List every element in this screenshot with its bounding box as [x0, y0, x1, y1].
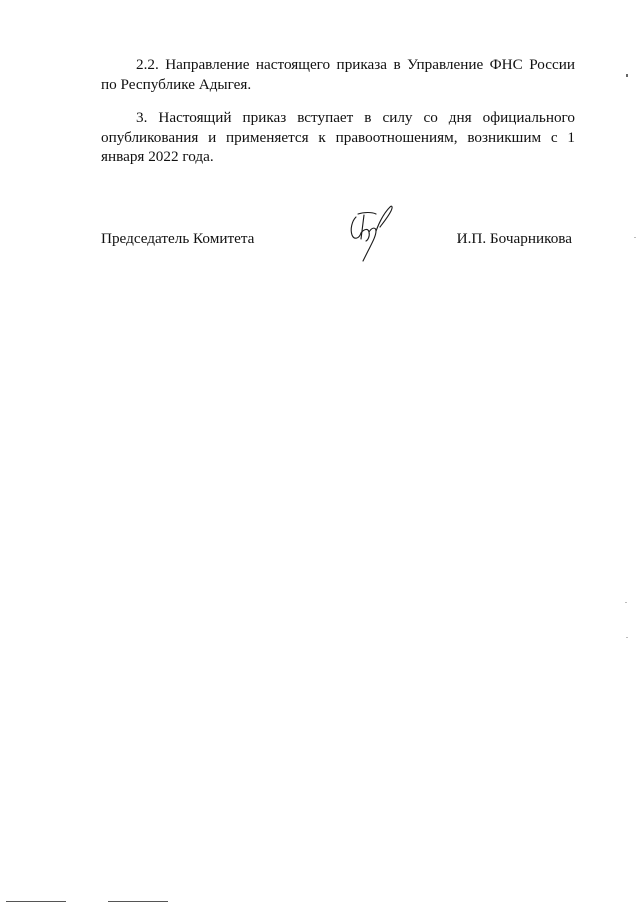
- footer-line-left: [6, 901, 66, 902]
- paragraph-3: 3. Настоящий приказ вступает в силу со дня официального опубликования и применяется к правоотношениям, возникшим с 1 января 2022 года.: [101, 109, 575, 165]
- signatory-title: Председатель Комитета: [101, 230, 255, 247]
- paragraph-2-2: 2.2. Направление настоящего приказа в Управление ФНС России по Республике Адыгея.: [101, 56, 575, 93]
- scan-mark-right-3: [626, 637, 628, 638]
- handwritten-signature: [342, 203, 398, 263]
- footer-line-right: [108, 901, 168, 902]
- scan-mark-right-1: [634, 237, 636, 238]
- signature-block: [101, 229, 575, 249]
- signatory-name: И.П. Бочарникова: [456, 230, 572, 247]
- scan-mark-top-right: [626, 74, 628, 77]
- scan-mark-right-2: [625, 602, 627, 603]
